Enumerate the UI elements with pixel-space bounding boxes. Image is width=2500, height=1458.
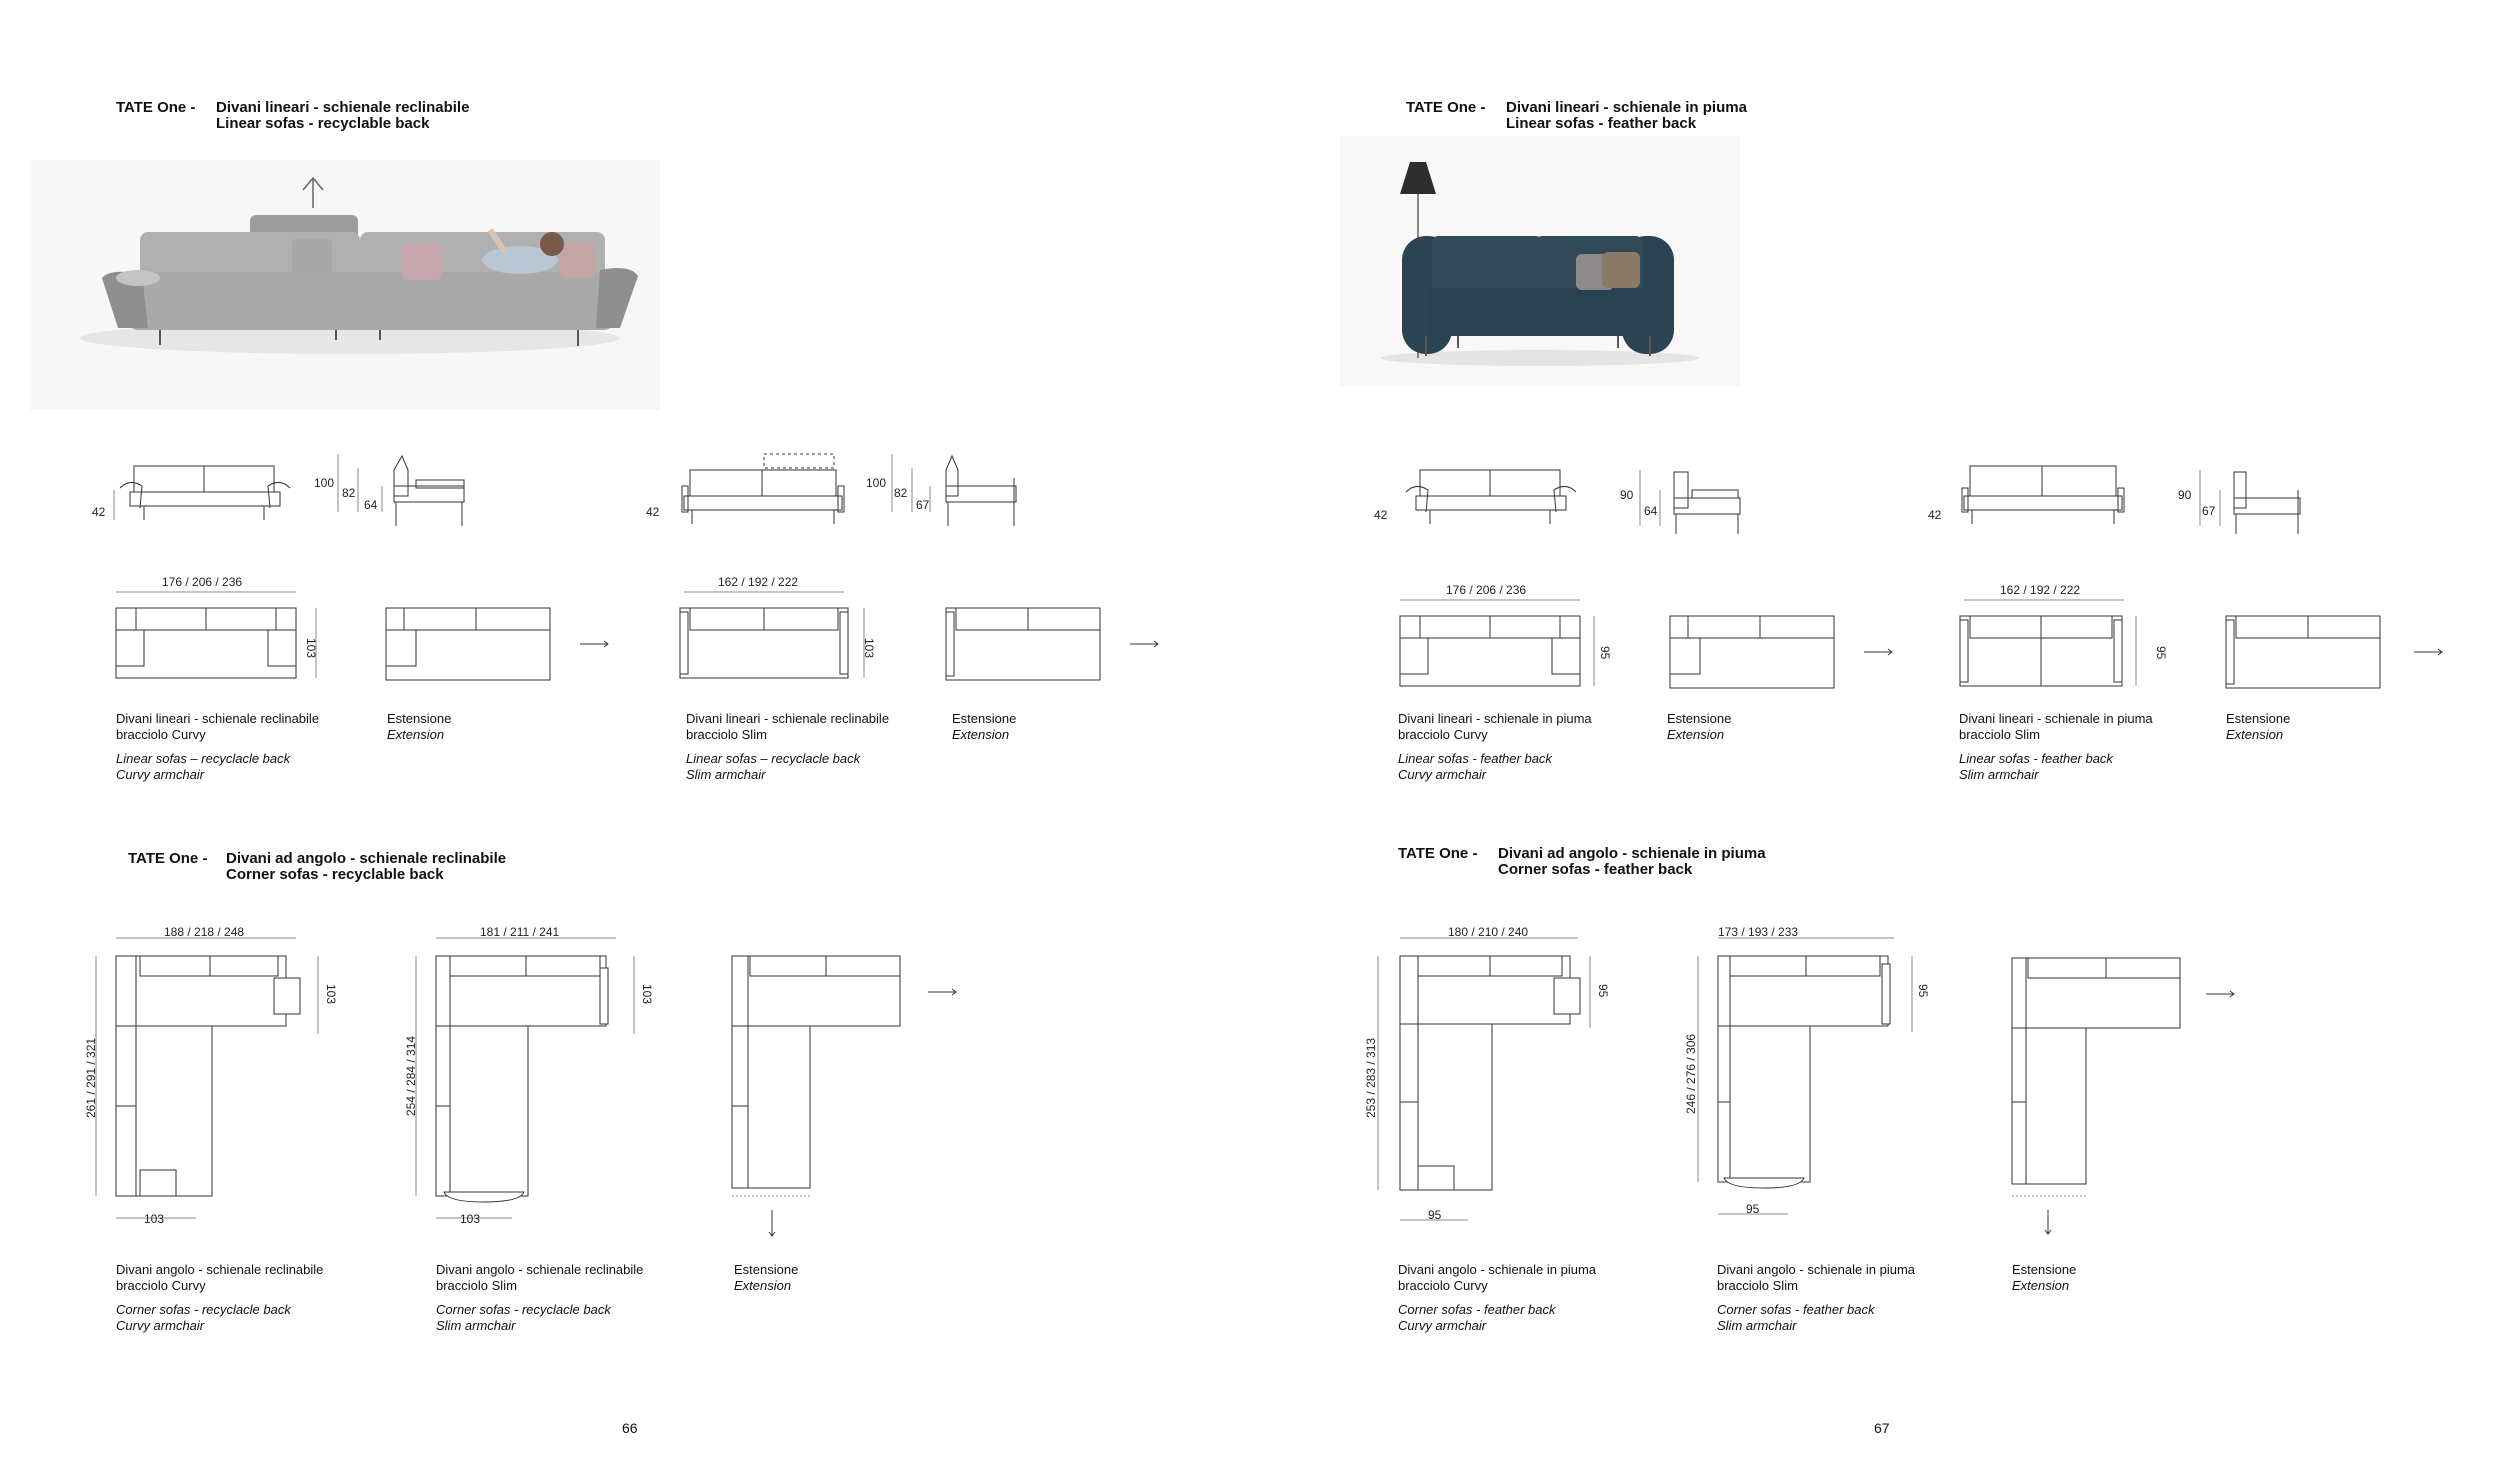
dim-width: 162 / 192 / 222 bbox=[718, 575, 799, 589]
dim-back-height: 82 bbox=[342, 486, 356, 500]
dim-width: 173 / 193 / 233 bbox=[1718, 925, 1799, 939]
brand-label: TATE One - bbox=[116, 99, 196, 116]
page-number: 66 bbox=[622, 1420, 638, 1436]
plan-linear-curvy bbox=[116, 590, 336, 690]
brand-label: TATE One - bbox=[128, 850, 208, 867]
dim-depth: 103 bbox=[324, 984, 338, 1005]
dim-width: 176 / 206 / 236 bbox=[1446, 583, 1527, 597]
caption-linear-slim: Divani lineari - schienale in piuma bracciolo Slim Linear sofas - feather back Slim armchair bbox=[1959, 711, 2153, 782]
caption-extension: Estensione Extension bbox=[952, 711, 1017, 742]
dim-bottom-depth: 95 bbox=[1746, 1202, 1760, 1216]
caption-corner-curvy: Divani angolo - schienale in piuma bracciolo Curvy Corner sofas - feather back Curvy armchair bbox=[1398, 1262, 1597, 1333]
plan-extension-curvy bbox=[1670, 614, 1910, 694]
dim-bottom-depth: 103 bbox=[144, 1212, 165, 1226]
dim-length: 261 / 291 / 321 bbox=[84, 1037, 98, 1118]
dim-width: 176 / 206 / 236 bbox=[162, 575, 243, 589]
elevation-front-curvy bbox=[1406, 466, 1586, 536]
plan-extension-slim bbox=[946, 606, 1186, 686]
dim-back-height: 82 bbox=[894, 486, 908, 500]
plan-corner-slim bbox=[1698, 938, 1948, 1238]
caption-extension: Estensione Extension bbox=[2226, 711, 2291, 742]
plan-corner-extension bbox=[2010, 958, 2250, 1248]
dim-depth: 95 bbox=[2154, 646, 2168, 660]
plan-linear-slim bbox=[1960, 598, 2180, 698]
dim-arm-height: 64 bbox=[364, 498, 378, 512]
plan-linear-curvy bbox=[1398, 598, 1618, 698]
section-title-it: Divani ad angolo - schienale reclinabile bbox=[226, 850, 507, 867]
elevation-side-slim bbox=[890, 450, 1030, 540]
plan-extension-slim bbox=[2226, 614, 2466, 694]
caption-extension: Estensione Extension bbox=[734, 1262, 799, 1293]
plan-corner-extension bbox=[730, 956, 970, 1246]
caption-corner-slim: Divani angolo - schienale reclinabile bracciolo Slim Corner sofas - recyclacle back Slim armchair bbox=[436, 1262, 644, 1333]
dim-width: 180 / 210 / 240 bbox=[1448, 925, 1529, 939]
dim-depth: 95 bbox=[1596, 984, 1610, 998]
caption-corner-curvy: Divani angolo - schienale reclinabile bracciolo Curvy Corner sofas - recyclacle back Curvy armchair bbox=[116, 1262, 324, 1333]
plan-corner-slim bbox=[416, 938, 676, 1238]
dim-length: 253 / 283 / 313 bbox=[1364, 1037, 1378, 1118]
plan-corner-curvy bbox=[1378, 938, 1628, 1238]
dim-seat-height: 42 bbox=[1928, 508, 1942, 522]
dim-seat-height: 42 bbox=[646, 505, 660, 519]
caption-extension: Estensione Extension bbox=[387, 711, 452, 742]
caption-linear-curvy: Divani lineari - schienale in piuma bracciolo Curvy Linear sofas - feather back Curvy armchair bbox=[1398, 711, 1592, 782]
dim-total-height: 90 bbox=[1620, 488, 1634, 502]
dim-depth: 95 bbox=[1598, 646, 1612, 660]
brand-label: TATE One - bbox=[1398, 845, 1478, 862]
section-title-en: Corner sofas - recyclable back bbox=[226, 866, 444, 883]
dim-length: 246 / 276 / 306 bbox=[1684, 1033, 1698, 1114]
elevation-front-slim bbox=[1958, 466, 2138, 536]
dim-bottom-depth: 95 bbox=[1428, 1208, 1442, 1222]
blue-sofa-photo bbox=[1340, 136, 1740, 386]
caption-extension: Estensione Extension bbox=[1667, 711, 1732, 742]
elevation-side-slim bbox=[2200, 462, 2320, 542]
dim-depth: 95 bbox=[1916, 984, 1930, 998]
dim-bottom-depth: 103 bbox=[460, 1212, 481, 1226]
caption-linear-slim: Divani lineari - schienale reclinabile bracciolo Slim Linear sofas – recyclacle back Slim armchair bbox=[686, 711, 890, 782]
plan-corner-curvy bbox=[96, 938, 356, 1238]
section-title-en: Linear sofas - recyclable back bbox=[216, 115, 430, 132]
elevation-side-curvy bbox=[1640, 462, 1760, 542]
grey-sofa-photo bbox=[30, 160, 660, 410]
caption-corner-slim: Divani angolo - schienale in piuma bracciolo Slim Corner sofas - feather back Slim armchair bbox=[1717, 1262, 1916, 1333]
caption-linear-curvy: Divani lineari - schienale reclinabile bracciolo Curvy Linear sofas – recyclacle back Curvy armchair bbox=[116, 711, 320, 782]
brand-label: TATE One - bbox=[1406, 99, 1486, 116]
section-title-it: Divani lineari - schienale reclinabile bbox=[216, 99, 470, 116]
page-number: 67 bbox=[1874, 1420, 1890, 1436]
dim-width: 188 / 218 / 248 bbox=[164, 925, 245, 939]
dim-seat-height: 42 bbox=[92, 505, 106, 519]
dim-total-height: 100 bbox=[314, 476, 335, 490]
plan-extension-curvy bbox=[386, 606, 626, 686]
section-title-it: Divani lineari - schienale in piuma bbox=[1506, 99, 1747, 116]
elevation-front-curvy bbox=[120, 460, 300, 530]
section-title-en: Corner sofas - feather back bbox=[1498, 861, 1693, 878]
dim-total-height: 90 bbox=[2178, 488, 2192, 502]
dim-width: 181 / 211 / 241 bbox=[480, 925, 560, 939]
dim-width: 162 / 192 / 222 bbox=[2000, 583, 2081, 597]
dim-depth: 103 bbox=[304, 638, 318, 659]
elevation-side-curvy bbox=[336, 450, 476, 540]
dim-depth: 103 bbox=[862, 638, 876, 659]
section-title-en: Linear sofas - feather back bbox=[1506, 115, 1697, 132]
caption-extension: Estensione Extension bbox=[2012, 1262, 2077, 1293]
dim-arm-height: 64 bbox=[1644, 504, 1658, 518]
section-title-it: Divani ad angolo - schienale in piuma bbox=[1498, 845, 1766, 862]
dim-arm-height: 67 bbox=[916, 498, 930, 512]
dim-arm-height: 67 bbox=[2202, 504, 2216, 518]
dim-depth: 103 bbox=[640, 984, 654, 1005]
dim-seat-height: 42 bbox=[1374, 508, 1388, 522]
dim-length: 254 / 284 / 314 bbox=[404, 1035, 418, 1116]
dim-total-height: 100 bbox=[866, 476, 887, 490]
elevation-front-slim bbox=[678, 460, 858, 530]
